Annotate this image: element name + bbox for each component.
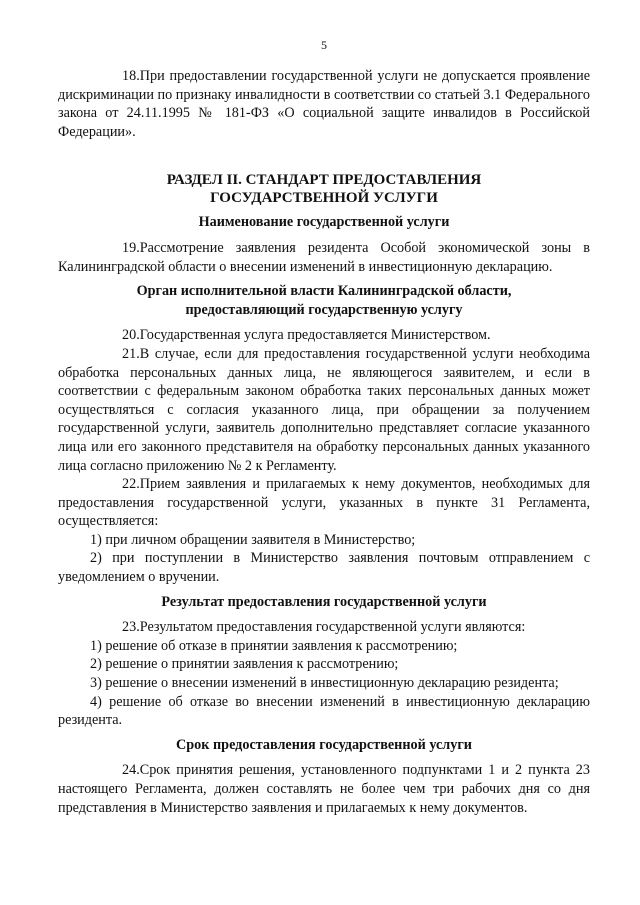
list-item [58, 549, 590, 586]
paragraph-21 [58, 345, 590, 475]
heading-service-name: Наименование государственной услуги [198, 214, 450, 231]
paragraph-20 [58, 326, 590, 345]
paragraph-text: При предоставлении государственной услуги не допускается проявление дискриминации по признаку инвалидности в соответствии со статьей 3.1 Федерального закона от 24.11.1995 № 181-ФЗ «О социальной защите инвалидов в Российской Федерации». [58, 68, 590, 140]
list-item-text: при личном обращении заявителя в Министерство; [105, 531, 416, 548]
section-title-line-1: РАЗДЕЛ II. СТАНДАРТ ПРЕДОСТАВЛЕНИЯ [166, 172, 482, 189]
section-title-line-2: ГОСУДАРСТВЕННОЙ УСЛУГИ [210, 190, 438, 207]
paragraph-number: 20. [122, 327, 140, 344]
paragraph-number: 21. [122, 345, 140, 362]
heading-authority-line-2: предоставляющий государственную услугу [185, 301, 463, 318]
paragraph-text: Рассмотрение заявления резидента Особой экономической зоны в Калининградской области о внесении изменений в инвестиционную декларацию. [58, 239, 590, 275]
paragraph-18 [58, 67, 590, 141]
list-item-number: 2) [90, 550, 102, 567]
paragraph-text: Результатом предоставления государственной услуги являются: [139, 619, 526, 636]
page-number: 5 [321, 38, 327, 52]
paragraph-23 [58, 618, 590, 637]
list-item-text: решение о принятии заявления к рассмотрению; [105, 656, 399, 673]
list-item-number: 4) [90, 693, 102, 710]
section-title [58, 171, 590, 207]
heading-term: Срок предоставления государственной услуги [176, 736, 472, 753]
list-item-text: решение о внесении изменений в инвестиционную декларацию резидента; [105, 675, 559, 692]
list-item-text: при поступлении в Министерство заявления почтовым отправлением с уведомлением о вручении. [58, 550, 590, 586]
paragraph-number: 19. [122, 239, 140, 256]
list-item [58, 655, 590, 674]
paragraph-text: Срок принятия решения, установленного подпунктами 1 и 2 пункта 23 настоящего Регламента, должен составлять не более чем три рабочих дня со дня представления в Министерство заявления и прилагаемых к нему документов. [58, 762, 590, 816]
list-item-number: 1) [90, 637, 102, 654]
paragraph-22 [58, 475, 590, 531]
paragraph-text: Государственная услуга предоставляется Министерством. [139, 327, 491, 344]
list-item-number: 3) [90, 675, 102, 692]
heading-authority-line-1: Орган исполнительной власти Калининградской области, [136, 283, 512, 300]
list-item [58, 693, 590, 730]
paragraph-19 [58, 239, 590, 276]
paragraph-number: 23. [122, 619, 140, 636]
list-item-text: решение об отказе во внесении изменений в инвестиционную декларацию резидента. [58, 693, 591, 729]
paragraph-text: Прием заявления и прилагаемых к нему документов, необходимых для предоставления государственной услуги, указанных в пункте 31 Регламента, осуществляется: [58, 476, 590, 530]
list-item-number: 2) [90, 656, 102, 673]
list-item [58, 637, 590, 656]
paragraph-text: В случае, если для предоставления государственной услуги необходима обработка персональных данных лица, не являющегося заявителем, и если в соответствии с федеральным законом обработка таких персональных данных может осуществляться с согласия указанного лица, при обращении за получением государственной услуги, заявитель дополнительно представляет согласие указанного лица или его законного представителя на обработку персональных данных указанного лица согласно приложению № 2 к Регламенту. [58, 345, 590, 474]
list-item-text: решение об отказе в принятии заявления к рассмотрению; [105, 637, 458, 654]
paragraph-24 [58, 761, 590, 817]
paragraph-number: 24. [122, 762, 140, 779]
list-item [58, 531, 590, 550]
list-item-number: 1) [90, 531, 102, 548]
list-item [58, 674, 590, 693]
paragraph-number: 22. [122, 476, 140, 493]
heading-authority [58, 282, 590, 319]
paragraph-number: 18. [122, 68, 140, 84]
heading-result: Результат предоставления государственной услуги [161, 593, 487, 610]
